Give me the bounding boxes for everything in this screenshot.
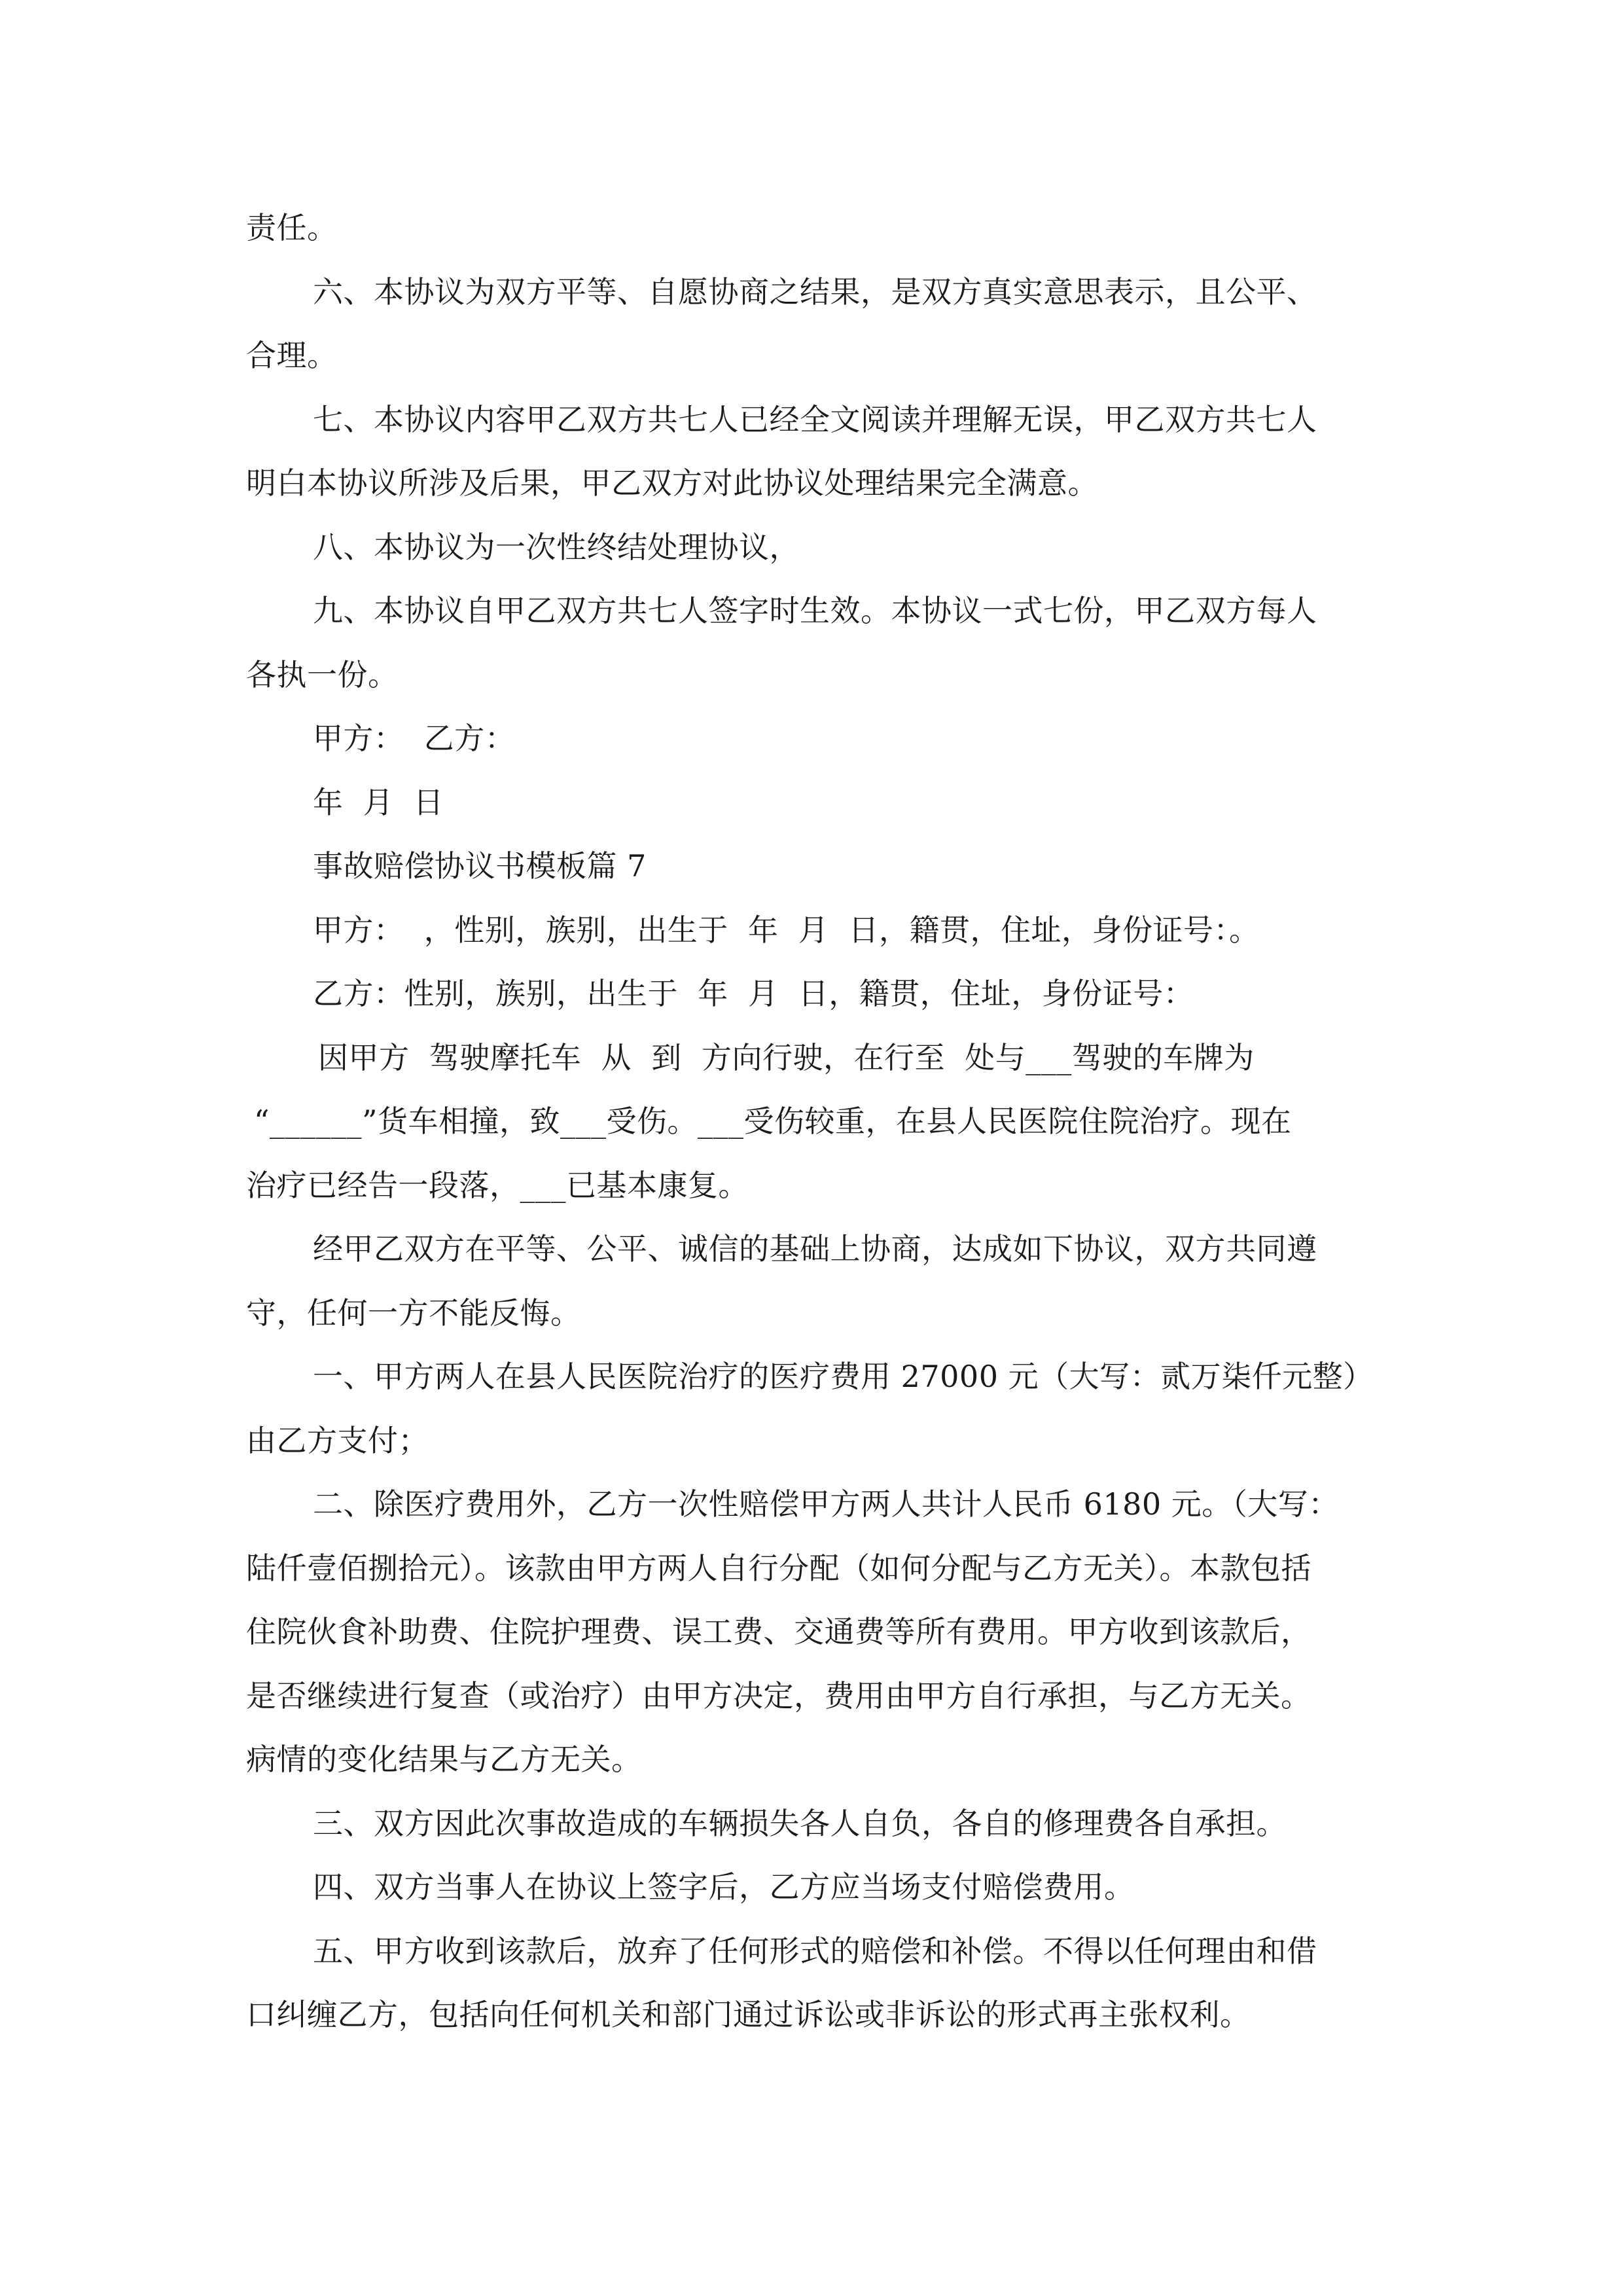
- section-heading: 事故赔偿协议书模板篇 7: [313, 848, 647, 884]
- text-line: 责任。: [246, 210, 338, 245]
- clause-5: 五、甲方收到该款后，放弃了任何形式的赔偿和补偿。不得以任何理由和借: [313, 1933, 1317, 1969]
- clause-8: 八、本协议为一次性终结处理协议，: [313, 529, 800, 565]
- text-line: 病情的变化结果与乙方无关。: [246, 1742, 642, 1777]
- accident-description: 因甲方 驾驶摩托车 从 到 方向行驶，在行至 处与___驾驶的车牌为: [318, 1039, 1255, 1075]
- party-b-info: 乙方：性别，族别，出生于 年 月 日，籍贯，住址，身份证号：: [313, 976, 1194, 1011]
- text-line: 口纠缠乙方，包括向任何机关和部门通过诉讼或非诉讼的形式再主张权利。: [246, 1997, 1251, 2032]
- clause-1: 一、甲方两人在县人民医院治疗的医疗费用 27000 元（大写：贰万柒仟元整）: [313, 1359, 1374, 1394]
- text-line: 合理。: [246, 338, 338, 373]
- clause-9: 九、本协议自甲乙双方共七人签字时生效。本协议一式七份，甲乙双方每人: [313, 593, 1317, 628]
- text-line: 各执一份。: [246, 656, 399, 692]
- clause-3: 三、双方因此次事故造成的车辆损失各人自负，各自的修理费各自承担。: [313, 1805, 1287, 1841]
- clause-7: 七、本协议内容甲乙双方共七人已经全文阅读并理解无误，甲乙双方共七人: [313, 401, 1317, 437]
- signature-parties: 甲方： 乙方：: [313, 721, 516, 756]
- text-line: 是否继续进行复查（或治疗）由甲方决定，费用由甲方自行承担，与乙方无关。: [246, 1677, 1311, 1713]
- agreement-intro: 经甲乙双方在平等、公平、诚信的基础上协商，达成如下协议，双方共同遵: [313, 1231, 1317, 1266]
- text-line: 住院伙食补助费、住院护理费、误工费、交通费等所有费用。甲方收到该款后，: [246, 1614, 1311, 1649]
- text-line: 陆仟壹佰捌拾元）。该款由甲方两人自行分配（如何分配与乙方无关）。本款包括: [246, 1550, 1311, 1586]
- signature-date: 年 月 日: [313, 784, 444, 820]
- text-line: 明白本协议所涉及后果，甲乙双方对此协议处理结果完全满意。: [246, 465, 1098, 501]
- clause-6: 六、本协议为双方平等、自愿协商之结果，是双方真实意思表示，且公平、: [313, 274, 1317, 310]
- clause-2: 二、除医疗费用外，乙方一次性赔偿甲方两人共计人民币 6180 元。（大写：: [313, 1486, 1339, 1522]
- clause-4: 四、双方当事人在协议上签字后，乙方应当场支付赔偿费用。: [313, 1869, 1135, 1905]
- party-a-info: 甲方： ，性别，族别，出生于 年 月 日，籍贯，住址，身份证号：。: [313, 912, 1260, 948]
- text-line: 由乙方支付；: [246, 1422, 429, 1458]
- text-line: “______”货车相撞，致___受伤。___受伤较重，在县人民医院住院治疗。现在: [254, 1103, 1292, 1139]
- document-body: [246, 196, 1385, 2047]
- text-line: 治疗已经告一段落，___已基本康复。: [246, 1167, 749, 1203]
- text-line: 守，任何一方不能反悔。: [246, 1295, 581, 1331]
